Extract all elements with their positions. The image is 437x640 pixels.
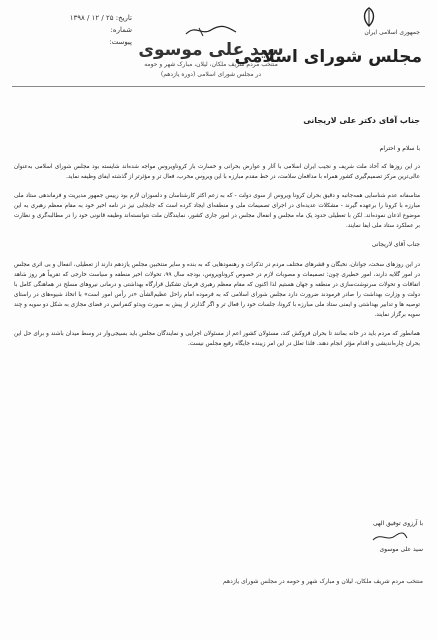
salutation: جناب آقای دکتر علی لاریجانی <box>303 116 420 125</box>
date-label: تاریخ: ۲۵ / ۱۲ / ۱۳۹۸ <box>69 14 132 22</box>
signature-icon <box>181 22 241 40</box>
logo-text: مجلس شورای اسلامی <box>234 47 422 67</box>
parliament-logo <box>234 22 425 78</box>
paragraph-1: در این روزها که آحاد ملت شریف و نجیب ایران اسلامی با آثار و عوارض بحرانی و خسارت بار کروناویروس مواجه شده‌اند شایسته بود مجلس شورای اسلامی به‌عنوان عالی‌ترین مرکز تصمیم‌گیری کشور همراه با مدافعان سلامت، در خط مقدم مبارزه با این ویروس مخرب، فعال تر و مؤثرتر از گذشته ایفای وظیفه نماید. <box>14 164 420 180</box>
closing-block <box>253 518 423 556</box>
sender-line-2: در مجلس شورای اسلامی (دوره یازدهم) <box>160 71 262 78</box>
closing-name: سید علی موسوی <box>379 546 423 553</box>
paragraph-4: همانطور که مردم باید در خانه بمانند تا بحران فروکش کند، مسئولان کشور اعم از مسئولان اجرایی و نمایندگان مجلس باید بسیجی‌وار در وسط میدان باشند و برای حل این بحران چاره‌اندیشی و اقدام مؤثر انجام دهند. فلذا تعلل در این امر زیبنده جایگاه رفیع مجلس نیست. <box>14 331 420 347</box>
letter-meta <box>12 12 132 48</box>
closing-signature-icon <box>371 530 409 544</box>
paragraph-3: در این روزهای سخت، جوانان، نخبگان و قشرهای مختلف مردم در تذکرات و رهنمودهایی که به بنده و سایر منتخبین مجلس یازدهم دارند از تعطیلی، انفعال و بی اثری مجلس در امور گلایه دارند، امور خطیری چون: تصمیمات و مصوبات لازم در خصوص کروناویروس، بودجه سال ۹۹، تحولات اخیر منطقه و سیاست خارجی که تقریباً هر روز شاهد اتفاقات و تحولات سرنوشت‌سازی در منطقه و جهان هستیم لذا اکنون که مقام معظم رهبری فرمان تشکیل قرارگاه بهداشتی و درمانی نیروهای مسلح در هماهنگی کامل با دولت و وزارت بهداشت را صادر فرمودند ضرورت دارد مجلس شورای اسلامی که به فرموده امام راحل عظیم‌الشأن «در رأس امور است» با اتخاذ شیوه‌های در راستای توصیه ها و تدابیر بهداشتی و ایمنی ستاد ملی مبارزه با کرونا، جلسات خود را فعال تر و اگر گذارتر از پیش به صورت ویدئو کنفرانس در فضای مجازی به شکل دو سویه و چند سویه برگزار نمایند. <box>14 262 420 318</box>
attachment-label: پیوست: <box>109 38 132 46</box>
sender-line-1: منتخب مردم شریف ملکان، لیلان، مبارک شهر و حومه <box>144 61 278 68</box>
seal-text: جمهوری اسلامی ایران <box>364 29 420 36</box>
letter-body <box>14 94 420 358</box>
closing-footer: منتخب مردم شریف ملکان، لیلان و مبارک شهر و حومه در مجلس شورای یازدهم <box>223 578 423 585</box>
number-label: شماره: <box>110 26 132 34</box>
greeting: با سلام و احترام <box>379 145 420 152</box>
paragraph-2: متاسفانه عدم شناسایی همه‌جانبه و دقیق بحران کرونا ویروس از سوی دولت - که به زعم اکثر کارشناسان و دلسوزان لازم بود رییس جمهور مدیریت و فرماندهی ستاد ملی مبارزه با کرونا را برعهده گیرند - مشکلات عدیده‌ای در اجرای تصمیمات ملی و منطقه‌ای ایجاد کرده است که جابجایی نیز در نامه اخیر خود به مقام معظم رهبری به این موضوع اذعان نموده‌اند. لکن با تعطیلی حدود یک ماه مجلس و انفعال مجلس در امور جاری کشور، نمایندگان ملت نتوانسته‌اند وظیفه قانونی خود را در مطالبه‌گری و نظارت بر عملکرد ستاد ملی ایفا نمایند. <box>14 193 420 229</box>
sender-title: سید علی موسوی <box>138 40 284 60</box>
header-divider <box>12 86 425 87</box>
closing-wish: با آرزوی توفیق الهی <box>373 520 423 527</box>
paragraph-3-heading: جناب آقای لاریجانی <box>371 241 420 248</box>
